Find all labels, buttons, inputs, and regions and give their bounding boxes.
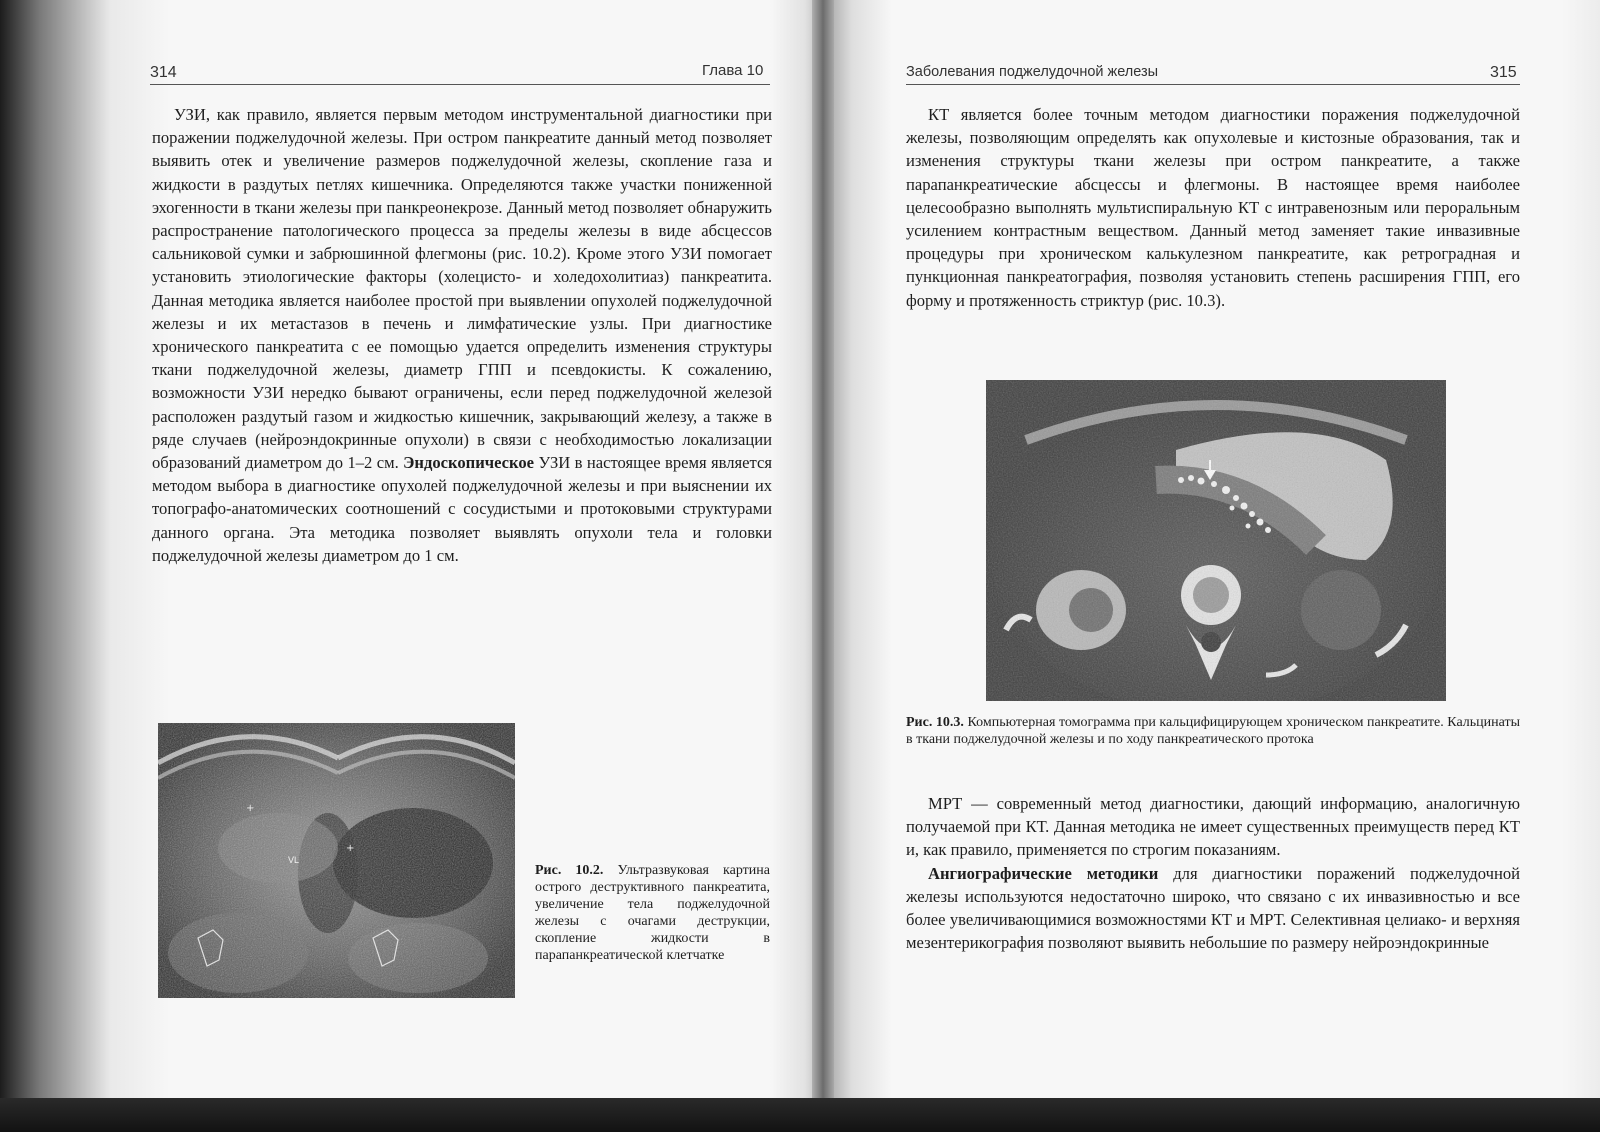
ct-scan-image (986, 380, 1446, 701)
right-body-text-1 (906, 103, 1520, 312)
left-running-head: Глава 10 (702, 62, 764, 79)
left-body-text (152, 103, 772, 567)
right-running-head: Заболевания поджелудочной железы (906, 64, 1159, 80)
left-paragraph-1: УЗИ, как правило, является первым методом инструментальной диагностики при поражении поджелудочной железы. При остром панкреатите данный метод позволяет выявить отек и увеличение размеров поджелудочной железы, скопление газа и жидкости в раздутых петлях кишечника. Определяются также участки пониженной эхогенности в ткани железы при панкреонекрозе. Данный метод позволяет обнаружить распространение патологического процесса за пределы железы в виде абсцессов сальниковой сумки и забрюшинной флегмоны (рис. 10.2). Кроме этого УЗИ помогает установить этиологические факторы (холецисто- и холедохолитиаз) панкреатита. Данная методика является наиболее простой при выявлении опухолей поджелудочной железы и их метастазов в печень и лимфатические узлы. При диагностике хронического панкреатита с ее помощью удается определить изменения структуры ткани поджелудочной железы, диаметр ГПП и псевдокисты. К сожалению, возможности УЗИ нередко бывают ограничены, если перед поджелудочной железой расположен раздутый газом и жидкостью кишечник, закрывающий железу, а также в ряде случаев (нейроэндокринные опухоли) в связи с необходимостью локализации образований диаметром до 1–2 см. Эндоскопическое УЗИ в настоящее время является методом выбора в диагностике опухолей поджелудочной железы и при выяснении их топографо-анатомических соотношений с сосудистыми и протоковыми структурами данного органа. Эта методика позволяет выявлять опухоли тела и головки поджелудочной железы диаметром до 1 см. (152, 105, 773, 565)
figure-10-3-label: Рис. 10.3. (906, 715, 964, 730)
right-page-number: 315 (1490, 64, 1517, 81)
figure-10-2-caption (535, 862, 770, 964)
bold-term-endoscopic: Эндоскопическое (403, 453, 535, 473)
figure-10-2-text: Ультразвуковая картина острого деструктивного панкреатита, увеличение тела поджелудочной железы с очагами деструкции, скопление жидкости в парапанкреатической клетчатке (535, 863, 770, 963)
figure-10-3-text: Компьютерная томограмма при кальцифицирующем хроническом панкреатите. Кальцинаты в ткани поджелудочной железы и по ходу панкреатического протока (906, 715, 1520, 747)
right-paragraph-1: КТ является более точным методом диагностики поражения поджелудочной железы, позволяющим определять как опухолевые и кистозные образования, так и изменения структуры ткани железы при остром панкреатите, а также парапанкреатические абсцессы и флегмоны. В настоящее время наиболее целесообразно выполнять мультиспиральную КТ с интравенозным или пероральным усилением контрастным веществом. Данный метод заменяет такие инвазивные процедуры при хроническом калькулезном панкреатите, как ретроградная и пункционная панкреатография, позволяя установить степень расширения ГПП, его форму и протяженность стриктур (рис. 10.3). (906, 105, 1520, 310)
svg-text:+: + (246, 803, 255, 814)
svg-text:+: + (346, 843, 355, 854)
right-paragraph-3: Ангиографические методики для диагностики поражений поджелудочной железы используются недостаточно широко, что связано с их инвазивностью и все более увеличивающимися возможностями КТ и МРТ. Селективная целиако- и верхняя мезентерикография позволяют выявить небольшие по размеру нейроэндокринные (906, 863, 1521, 953)
ultrasound-image (158, 723, 515, 998)
left-page-number: 314 (150, 64, 177, 81)
left-header-rule (150, 84, 770, 85)
right-paragraph-2: МРТ — современный метод диагностики, дающий информацию, аналогичную получаемой при КТ. Данная методика не имеет существенных преимуществ перед КТ и, как правило, применяется по строгим показаниям. (906, 794, 1520, 860)
right-header-rule (906, 84, 1520, 85)
scanner-edge (0, 1098, 1600, 1132)
bold-term-angiographic: Ангиографические методики (928, 863, 1159, 883)
right-body-text-2 (906, 792, 1520, 954)
book-gutter (812, 0, 834, 1100)
ultrasound-label: VL (288, 855, 300, 865)
figure-10-3-caption (906, 714, 1520, 748)
figure-10-2-label: Рис. 10.2. (535, 863, 604, 878)
